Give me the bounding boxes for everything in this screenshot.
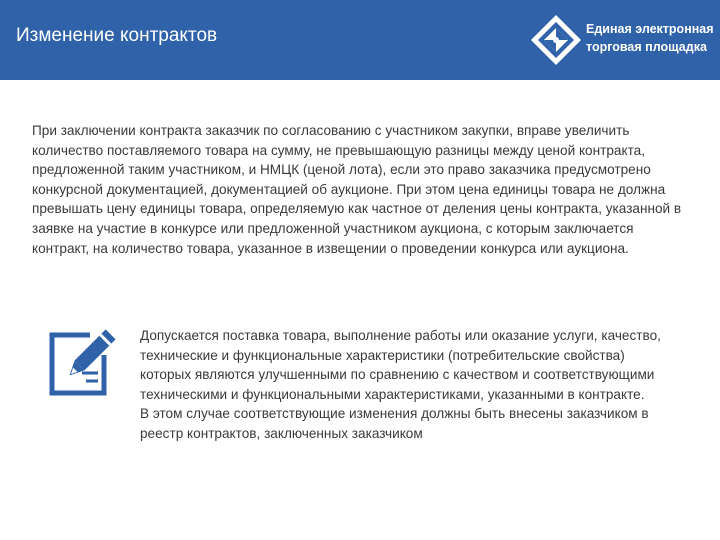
- improved-goods-paragraph: Допускается поставка товара, выполнение работы или оказание услуги, качество, технические и функциональные характеристики (потребительские свойства) которых являются улучшенными по сравнению с качеством и соответствующими техническими и функциональными характеристиками, указанными в контракте.: [140, 328, 661, 402]
- contract-increase-paragraph: При заключении контракта заказчик по согласованию с участником закупки, вправе увеличить количество поставляемого товара на сумму, не превышающую разницы между ценой контракта, предложенной таким участником, и НМЦК (ценой лота), если это право заказчика предусмотрено конкурсной документацией, документацией об аукционе. При этом цена единицы товара не должна превышать цену единицы товара, определяемую как частное от деления цены контракта, указанной в заявке на участие в конкурсе или предложенной участником аукциона, с которым заключается контракт, на количество товара, указанное в извещении о проведении конкурса или аукциона.: [32, 123, 682, 256]
- etp-diamond-logo-icon: [528, 12, 584, 68]
- improved-goods-note: [140, 326, 665, 444]
- header-bar: [0, 0, 720, 80]
- pencil-document-icon: [46, 327, 116, 397]
- logo: [528, 12, 713, 68]
- registry-changes-paragraph: В этом случае соответствующие изменения должны быть внесены заказчиком в реестр контрактов, заключенных заказчиком: [140, 406, 649, 441]
- logo-line-1: Единая электронная: [586, 22, 714, 36]
- logo-line-2: торговая площадка: [586, 40, 707, 54]
- logo-text: [586, 20, 714, 56]
- page-title: Изменение контрактов: [16, 25, 218, 46]
